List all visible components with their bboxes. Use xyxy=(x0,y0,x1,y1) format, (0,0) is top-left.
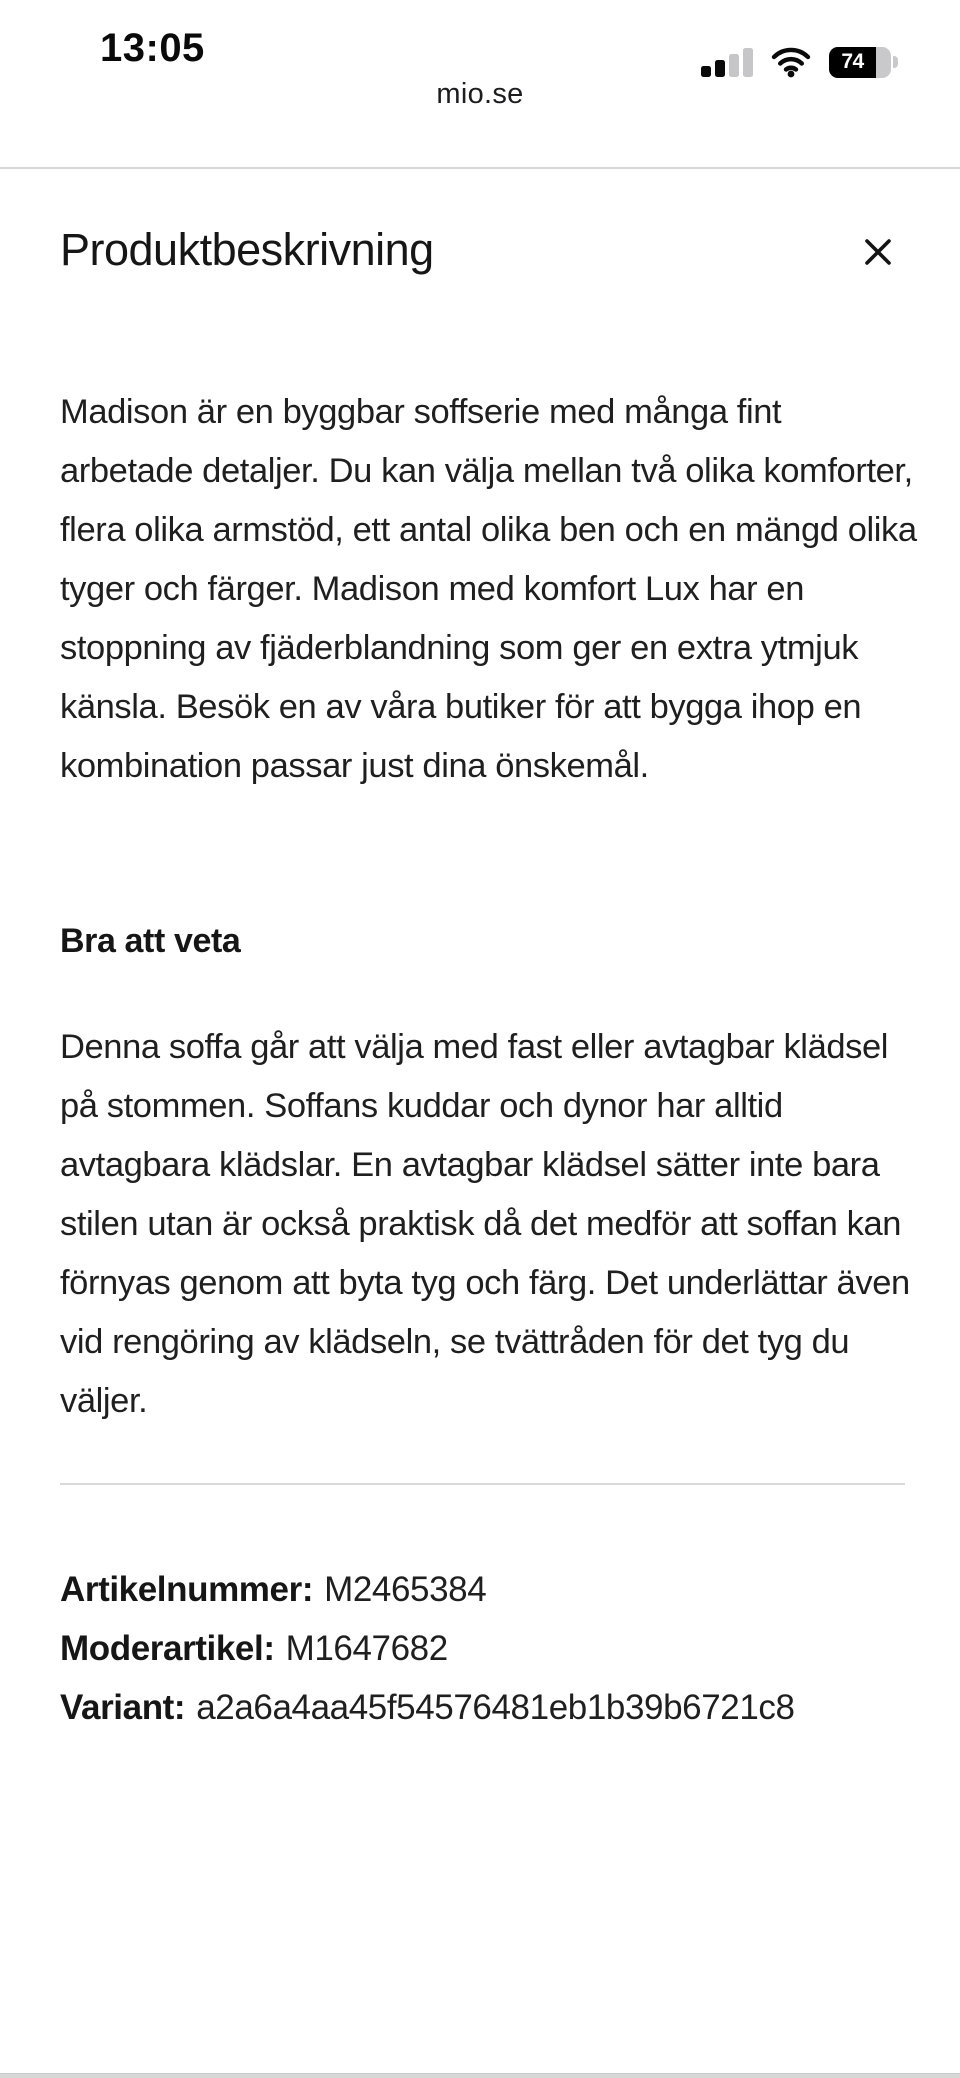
detail-label: Artikelnummer: xyxy=(60,1570,314,1609)
good-to-know-heading: Bra att veta xyxy=(60,922,241,960)
battery-cap xyxy=(893,56,898,68)
detail-value: a2a6a4aa45f54576481eb1b39b6721c8 xyxy=(196,1688,795,1727)
battery-body xyxy=(829,47,891,78)
detail-label: Moderartikel: xyxy=(60,1629,275,1668)
article-details xyxy=(60,1560,795,1737)
signal-bar xyxy=(729,54,739,77)
wifi-icon xyxy=(770,46,812,78)
status-icons xyxy=(701,44,898,80)
detail-row-moderartikel xyxy=(60,1619,795,1678)
status-time: 13:05 xyxy=(100,26,205,70)
detail-value: M1647682 xyxy=(285,1629,448,1668)
product-description-paragraph: Madison är en byggbar soffserie med många fint arbetade detaljer. Du kan välja mellan två olika komforter, flera olika armstöd, ett antal olika ben och en mängd olika tyger och färger. Madison med komfort Lux har en stoppning av fjäderblandning som ger en extra ytmjuk känsla. Besök en av våra butiker för att bygga ihop en kombination passar just dina önskemål. xyxy=(60,393,917,785)
section-divider xyxy=(60,1483,905,1485)
battery-icon xyxy=(829,47,898,78)
detail-row-variant xyxy=(60,1678,795,1737)
good-to-know-paragraph: Denna soffa går att välja med fast eller avtagbar klädsel på stommen. Soffans kuddar och dynor har alltid avtagbara klädslar. En avtagbar klädsel sätter inte bara stilen utan är också praktisk då det medför att soffan kan förnyas genom att byta tyg och färg. Det underlättar även vid rengöring av klädseln, se tvättråden för det tyg du väljer. xyxy=(60,1028,910,1420)
battery-fill xyxy=(829,47,876,78)
signal-bar xyxy=(715,60,725,77)
detail-label: Variant: xyxy=(60,1688,186,1727)
close-button[interactable] xyxy=(858,232,898,272)
signal-bar xyxy=(701,66,711,77)
address-url: mio.se xyxy=(436,78,524,110)
detail-row-artikelnummer xyxy=(60,1560,795,1619)
detail-value: M2465384 xyxy=(324,1570,487,1609)
address-bar[interactable] xyxy=(0,78,960,111)
bottom-toolbar-edge xyxy=(0,2073,960,2078)
cellular-signal-icon xyxy=(701,47,753,77)
close-icon xyxy=(863,237,893,267)
modal-title: Produktbeskrivning xyxy=(60,224,434,275)
header-divider xyxy=(0,167,960,169)
signal-bar xyxy=(743,48,753,77)
battery-percent: 74 xyxy=(841,50,864,73)
